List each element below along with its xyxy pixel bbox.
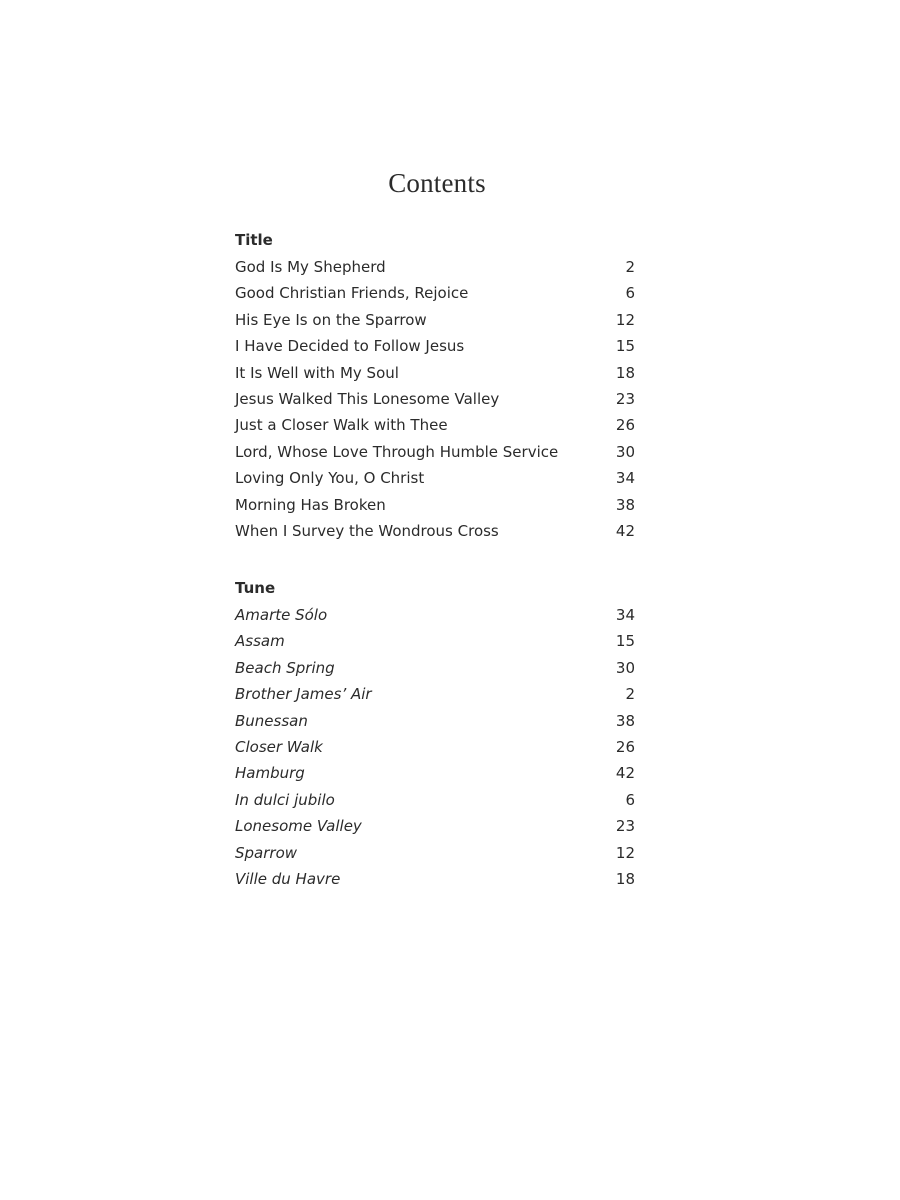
- toc-entry[interactable]: [235, 254, 635, 280]
- entry-page: 42: [615, 521, 635, 540]
- entry-page: 23: [615, 389, 635, 408]
- entry-name: His Eye Is on the Sparrow: [235, 310, 427, 329]
- entry-name: God Is My Shepherd: [235, 258, 386, 276]
- toc-entry[interactable]: [235, 360, 635, 386]
- entry-page: 12: [615, 843, 635, 862]
- toc-entry[interactable]: [235, 492, 635, 518]
- entry-name: Lonesome Valley: [235, 817, 362, 836]
- entry-name: Jesus Walked This Lonesome Valley: [235, 389, 500, 408]
- entry-name: Sparrow: [235, 843, 298, 862]
- toc-entry[interactable]: [235, 518, 635, 544]
- toc-entry[interactable]: [235, 386, 635, 412]
- toc-entry[interactable]: [235, 412, 635, 438]
- entry-page: 26: [615, 416, 635, 435]
- entry-name: Good Christian Friends, Rejoice: [235, 284, 469, 303]
- entry-page: 30: [615, 658, 635, 677]
- toc-entry[interactable]: [235, 465, 635, 491]
- page-title: Contents: [388, 168, 486, 198]
- entry-name: Beach Spring: [235, 658, 335, 677]
- entry-name: Brother James’ Air: [235, 685, 372, 704]
- toc-entry[interactable]: [235, 813, 635, 839]
- toc-entry[interactable]: [235, 866, 635, 892]
- toc-entry[interactable]: [235, 280, 635, 306]
- toc-entry[interactable]: [235, 333, 635, 359]
- entry-page: 6: [625, 284, 635, 303]
- toc-entry[interactable]: [235, 307, 635, 333]
- entry-name: In dulci jubilo: [235, 790, 335, 809]
- entry-name: Ville du Havre: [235, 869, 341, 888]
- entry-page: 38: [615, 711, 635, 730]
- entry-page: 18: [615, 869, 635, 888]
- entry-page: 6: [625, 790, 635, 809]
- tune-index-section: [235, 577, 635, 892]
- entry-name: Hamburg: [235, 764, 305, 783]
- entry-page: 23: [615, 817, 635, 836]
- toc-entry[interactable]: [235, 760, 635, 786]
- entry-name: When I Survey the Wondrous Cross: [235, 521, 499, 540]
- entry-name: I Have Decided to Follow Jesus: [235, 337, 465, 356]
- entry-page: 30: [615, 442, 635, 461]
- entry-page: 12: [615, 310, 635, 329]
- entry-name: Just a Closer Walk with Thee: [235, 416, 448, 435]
- toc-entry[interactable]: [235, 734, 635, 760]
- entry-page: 2: [625, 685, 635, 704]
- entry-page: 15: [615, 337, 635, 356]
- toc-entry[interactable]: [235, 655, 635, 681]
- toc-entry[interactable]: [235, 840, 635, 866]
- entry-page: 38: [615, 495, 635, 514]
- entry-page: 34: [615, 469, 635, 488]
- entry-name: Amarte Sólo: [235, 606, 328, 624]
- entry-page: 18: [615, 363, 635, 382]
- entry-name: Lord, Whose Love Through Humble Service: [235, 442, 559, 461]
- entry-name: It Is Well with My Soul: [235, 363, 399, 382]
- entry-page: 15: [615, 632, 635, 651]
- title-section-heading: Title: [235, 231, 273, 249]
- entry-name: Loving Only You, O Christ: [235, 469, 425, 488]
- tune-section-heading: Tune: [235, 579, 276, 597]
- entry-name: Closer Walk: [235, 737, 323, 756]
- entry-name: Bunessan: [235, 711, 308, 730]
- toc-entry[interactable]: [235, 628, 635, 654]
- toc-entry[interactable]: [235, 602, 635, 628]
- entry-page: 26: [615, 737, 635, 756]
- entry-name: Assam: [235, 632, 285, 651]
- toc-entry[interactable]: [235, 681, 635, 707]
- toc-entry[interactable]: [235, 787, 635, 813]
- entry-page: 34: [615, 606, 635, 624]
- entry-name: Morning Has Broken: [235, 495, 386, 514]
- entry-page: 2: [625, 258, 635, 276]
- entry-page: 42: [615, 764, 635, 783]
- toc-entry[interactable]: [235, 439, 635, 465]
- toc-entry[interactable]: [235, 708, 635, 734]
- title-index-section: [235, 229, 635, 544]
